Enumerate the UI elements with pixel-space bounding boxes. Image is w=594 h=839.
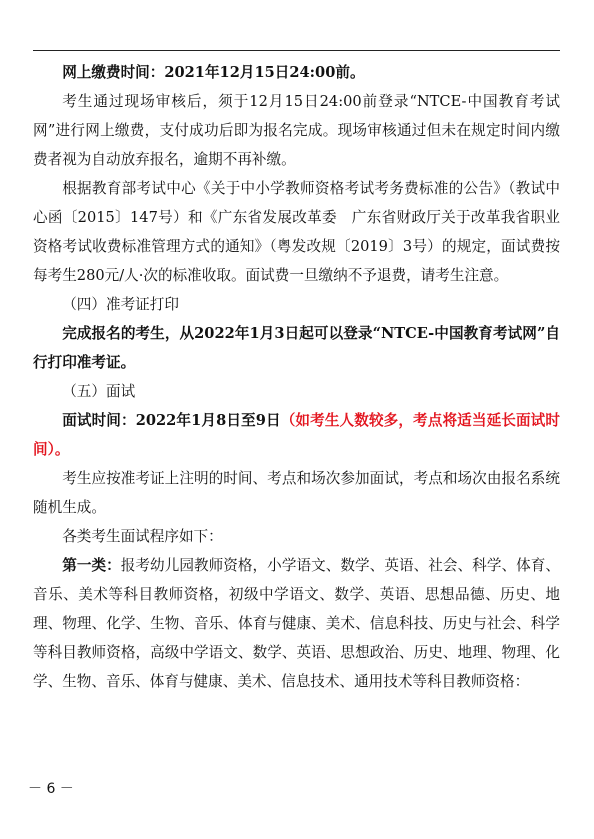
- page-number: － 6 －: [28, 781, 74, 797]
- document-body: [33, 58, 560, 696]
- interview-instructions-paragraph: 考生应按准考证上注明的时间、考点和场次参加面试，考点和场次由报名系统随机生成。: [33, 470, 560, 516]
- header-rule: [33, 50, 560, 51]
- interview-time-note: （如考生人数较多，考点将适当延长面试时间）。: [33, 412, 560, 458]
- fee-paragraph: 考生通过现场审核后，须于12月15日24:00前登录“NTCE-中国教育考试网”进行网上缴费，支付成功后即为报名完成。现场审核通过但未在规定时间内缴费者视为自动放弃报名，逾期不再补缴。: [33, 93, 560, 168]
- category-1-text: 报考幼儿园教师资格，小学语文、数学、英语、社会、科学、体育、音乐、美术等科目教师资格，初级中学语文、数学、英语、思想品德、历史、地理、物理、化学、生物、音乐、体育与健康、美术、信息科技、历史与社会、科学等科目教师资格，高级中学语文、数学、英语、思想政治、历史、地理、物理、化学、生物、音乐、体育与健康、美术、信息技术、通用技术等科目教师资格：: [33, 557, 560, 690]
- category-1-paragraph: [33, 551, 560, 696]
- procedure-intro: 各类考生面试程序如下：: [62, 528, 223, 545]
- category-1-label: 第一类：: [62, 557, 121, 574]
- fee-time-heading: 网上缴费时间：2021年12月15日24:00前。: [62, 64, 365, 81]
- admission-print-paragraph: 完成报名的考生，从2022年1月3日起可以登录“NTCE-中国教育考试网”自行打印准考证。: [33, 325, 560, 371]
- interview-time: 面试时间：2022年1月8日至9日: [62, 412, 281, 429]
- section-4-heading: （四）准考证打印: [62, 296, 179, 313]
- section-5-heading: （五）面试: [62, 383, 136, 400]
- interview-time-paragraph: [33, 406, 560, 464]
- fee-standard-paragraph: 根据教育部考试中心《关于中小学教师资格考试考务费标准的公告》（教试中心函〔2015〕147号）和《广东省发展改革委 广东省财政厅关于改革我省职业资格考试收费标准管理方式的通知》（粤发改规〔2019〕3号）的规定，面试费按每考生280元/人·次的标准收取。面试费一旦缴纳不予退费，请考生注意。: [33, 180, 560, 284]
